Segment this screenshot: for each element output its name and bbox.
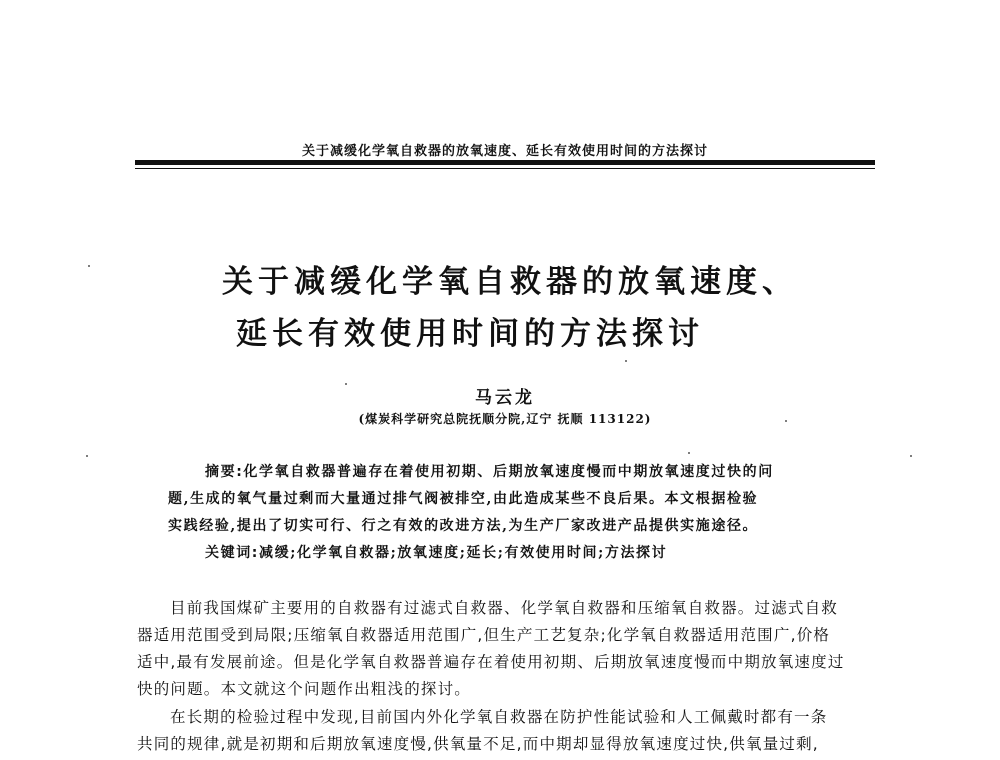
keywords-line [205,543,667,563]
author-affiliation: (煤炭科学研究总院抚顺分院,辽宁 抚顺 113122) [358,412,652,426]
header-rule-thick [135,160,875,165]
scan-speck [785,420,787,422]
scan-speck [910,455,912,457]
scan-speck [345,383,347,385]
scan-speck [86,455,88,457]
abstract-text-1: 化学氧自救器普遍存在着使用初期、后期放氧速度慢而中期放氧速度过快的问 [243,464,774,480]
body-p1-line-1: 目前我国煤矿主要用的自救器有过滤式自救器、化学氧自救器和压缩氧自救器。过滤式自救 [170,599,839,617]
scan-speck [688,452,690,454]
header-rule-thin [135,168,875,169]
body-p1-line-3: 适中,最有发展前途。但是化学氧自救器普遍存在着使用初期、后期放氧速度慢而中期放氧速度过 [137,653,845,671]
abstract-line-1 [205,462,774,482]
abstract-label: 摘要: [205,464,244,480]
keywords-text: 减缓;化学氧自救器;放氧速度;延长;有效使用时间;方法探讨 [259,545,668,561]
body-p1-line-4: 快的问题。本文就这个问题作出粗浅的探讨。 [137,680,472,698]
author-name: 马云龙 [475,388,535,408]
body-p2-line-2: 共同的规律,就是初期和后期放氧速度慢,供氧量不足,而中期却显得放氧速度过快,供氧量过剩, [137,735,819,753]
body-p1-line-2: 器适用范围受到局限;压缩氧自救器适用范围广,但生产工艺复杂;化学氧自救器适用范围广,价格 [137,626,831,644]
title-line-2: 延长有效使用时间的方法探讨 [236,316,704,352]
scan-speck [625,360,627,362]
running-head: 关于减缓化学氧自救器的放氧速度、延长有效使用时间的方法探讨 [301,144,708,159]
abstract-line-2: 题,生成的氧气量过剩而大量通过排气阀被排空,由此造成某些不良后果。本文根据检验 [168,491,759,507]
abstract-line-3: 实践经验,提出了切实可行、行之有效的改进方法,为生产厂家改进产品提供实施途径。 [168,518,759,534]
keywords-label: 关键词: [205,545,259,561]
scan-speck [88,265,90,267]
body-p2-line-1: 在长期的检验过程中发现,目前国内外化学氧自救器在防护性能试验和人工佩戴时都有一条 [170,708,828,726]
title-line-1: 关于减缓化学氧自救器的放氧速度、 [222,264,798,300]
